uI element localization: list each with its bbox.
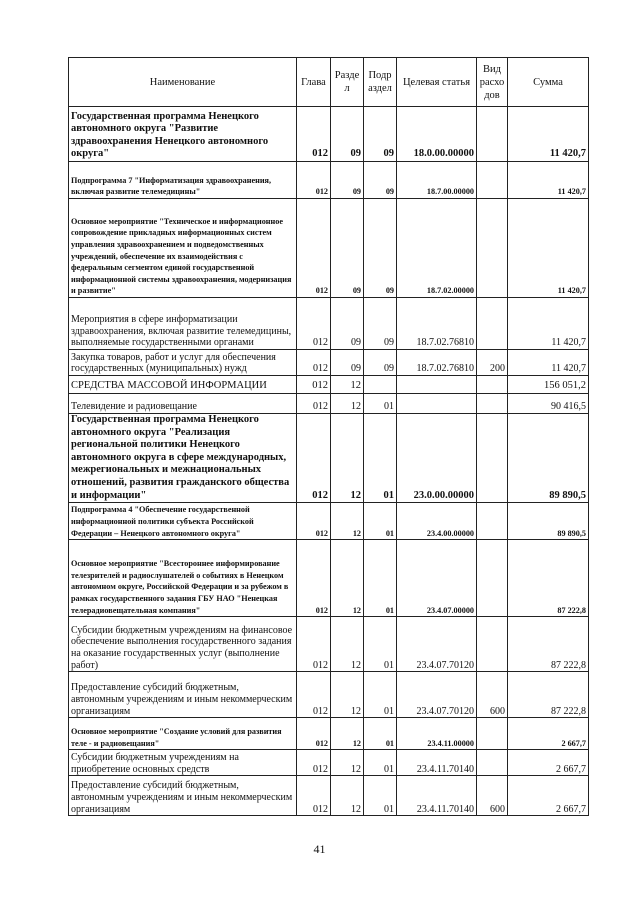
row-subsection: 09 — [364, 199, 397, 298]
header-chapter: Глава — [297, 58, 331, 107]
row-target: 18.7.02.76810 — [397, 350, 477, 376]
row-name: Телевидение и радиовещание — [69, 394, 297, 414]
row-section: 09 — [331, 298, 364, 350]
page-number: 41 — [313, 842, 326, 856]
row-subsection: 09 — [364, 162, 397, 199]
row-section: 09 — [331, 162, 364, 199]
row-type: 600 — [477, 776, 508, 816]
row-section: 09 — [331, 199, 364, 298]
row-sum: 11 420,7 — [508, 162, 589, 199]
row-name: СРЕДСТВА МАССОВОЙ ИНФОРМАЦИИ — [69, 376, 297, 394]
row-name: Основное мероприятие "Техническое и информационное сопровождение прикладных информационных систем управления здравоохранением и подведомственных учреждений, обеспечение их взаимодействия с федеральным сегментом единой государственной информационной системы здравоохранения, модернизация и развитие" — [69, 199, 297, 298]
row-sum: 11 420,7 — [508, 298, 589, 350]
table-row — [69, 394, 589, 414]
row-name: Мероприятия в сфере информатизации здравоохранения, включая развитие телемедицины, выполняемые государственными органами — [69, 298, 297, 350]
row-target: 23.4.07.70120 — [397, 617, 477, 672]
table-row — [69, 540, 589, 617]
table-row — [69, 718, 589, 750]
table-header-row — [69, 58, 589, 107]
row-chapter: 012 — [297, 107, 331, 162]
row-type — [477, 199, 508, 298]
row-type — [477, 503, 508, 540]
row-chapter: 012 — [297, 350, 331, 376]
row-section: 12 — [331, 503, 364, 540]
row-section: 09 — [331, 107, 364, 162]
table-row — [69, 350, 589, 376]
row-type — [477, 394, 508, 414]
row-chapter: 012 — [297, 672, 331, 718]
row-target: 18.7.02.76810 — [397, 298, 477, 350]
row-section: 12 — [331, 376, 364, 394]
row-type — [477, 298, 508, 350]
row-chapter: 012 — [297, 199, 331, 298]
row-target: 23.4.00.00000 — [397, 503, 477, 540]
row-type — [477, 750, 508, 776]
row-name: Предоставление субсидий бюджетным, автономным учреждениям и иным некоммерческим организациям — [69, 672, 297, 718]
row-chapter: 012 — [297, 540, 331, 617]
row-name: Основное мероприятие "Всестороннее информирование телезрителей и радиослушателей о событиях в Ненецком автономном округе, Российской Федерации и за рубежом в рамках государственного задания ГБУ НАО "Ненецкая телерадиовещательная компания" — [69, 540, 297, 617]
row-chapter: 012 — [297, 376, 331, 394]
row-subsection: 01 — [364, 776, 397, 816]
row-target — [397, 394, 477, 414]
row-section: 12 — [331, 718, 364, 750]
row-sum: 87 222,8 — [508, 540, 589, 617]
row-target: 18.7.02.00000 — [397, 199, 477, 298]
table-row — [69, 298, 589, 350]
row-subsection: 01 — [364, 617, 397, 672]
row-target: 18.7.00.00000 — [397, 162, 477, 199]
row-subsection: 01 — [364, 540, 397, 617]
table-row — [69, 414, 589, 503]
row-type — [477, 107, 508, 162]
row-sum: 2 667,7 — [508, 718, 589, 750]
header-subsection: Подр аздел — [364, 58, 397, 107]
row-section: 09 — [331, 350, 364, 376]
row-name: Предоставление субсидий бюджетным, автономным учреждениям и иным некоммерческим организациям — [69, 776, 297, 816]
row-subsection: 01 — [364, 394, 397, 414]
row-name: Субсидии бюджетным учреждениям на финансовое обеспечение выполнения государственного задания на оказание государственных услуг (выполнение работ) — [69, 617, 297, 672]
row-subsection: 01 — [364, 672, 397, 718]
row-name: Государственная программа Ненецкого автономного округа "Развитие здравоохранения Ненецкого автономного округа" — [69, 107, 297, 162]
row-sum: 11 420,7 — [508, 350, 589, 376]
table-row — [69, 672, 589, 718]
row-name: Подпрограмма 4 "Обеспечение государственной информационной политики субъекта Российской Федерации – Ненецкого автономного округа" — [69, 503, 297, 540]
row-section: 12 — [331, 776, 364, 816]
header-section: Разде л — [331, 58, 364, 107]
row-section: 12 — [331, 617, 364, 672]
row-target: 18.0.00.00000 — [397, 107, 477, 162]
row-type — [477, 718, 508, 750]
row-chapter: 012 — [297, 162, 331, 199]
row-name: Государственная программа Ненецкого автономного округа "Реализация региональной политики Ненецкого автономного округа в сфере международных, межрегиональных и межнациональных отношений, развития гражданского общества и информации" — [69, 414, 297, 503]
row-chapter: 012 — [297, 750, 331, 776]
row-sum: 87 222,8 — [508, 672, 589, 718]
row-name: Субсидии бюджетным учреждениям на приобретение основных средств — [69, 750, 297, 776]
row-type — [477, 617, 508, 672]
header-target: Целевая статья — [397, 58, 477, 107]
row-section: 12 — [331, 394, 364, 414]
row-sum: 89 890,5 — [508, 503, 589, 540]
row-section: 12 — [331, 672, 364, 718]
table-row — [69, 107, 589, 162]
row-subsection — [364, 376, 397, 394]
row-target: 23.0.00.00000 — [397, 414, 477, 503]
row-sum: 90 416,5 — [508, 394, 589, 414]
row-type: 600 — [477, 672, 508, 718]
table-row — [69, 617, 589, 672]
row-subsection: 01 — [364, 750, 397, 776]
header-type: Вид расхо дов — [477, 58, 508, 107]
row-target: 23.4.11.70140 — [397, 750, 477, 776]
row-sum: 89 890,5 — [508, 414, 589, 503]
table-row — [69, 162, 589, 199]
row-type — [477, 540, 508, 617]
row-type — [477, 376, 508, 394]
table-row — [69, 503, 589, 540]
header-sum: Сумма — [508, 58, 589, 107]
row-chapter: 012 — [297, 718, 331, 750]
row-target: 23.4.07.00000 — [397, 540, 477, 617]
row-section: 12 — [331, 540, 364, 617]
row-target: 23.4.07.70120 — [397, 672, 477, 718]
row-subsection: 01 — [364, 503, 397, 540]
row-section: 12 — [331, 414, 364, 503]
row-subsection: 01 — [364, 718, 397, 750]
row-chapter: 012 — [297, 617, 331, 672]
row-sum: 11 420,7 — [508, 199, 589, 298]
row-target — [397, 376, 477, 394]
row-chapter: 012 — [297, 414, 331, 503]
row-type: 200 — [477, 350, 508, 376]
row-type — [477, 414, 508, 503]
row-chapter: 012 — [297, 503, 331, 540]
row-target: 23.4.11.00000 — [397, 718, 477, 750]
budget-table — [68, 57, 589, 816]
table-row — [69, 776, 589, 816]
row-subsection: 09 — [364, 350, 397, 376]
row-name: Подпрограмма 7 "Информатизация здравоохранения, включая развитие телемедицины" — [69, 162, 297, 199]
row-target: 23.4.11.70140 — [397, 776, 477, 816]
table-row — [69, 750, 589, 776]
row-name: Закупка товаров, работ и услуг для обеспечения государственных (муниципальных) нужд — [69, 350, 297, 376]
row-type — [477, 162, 508, 199]
row-sum: 156 051,2 — [508, 376, 589, 394]
row-chapter: 012 — [297, 776, 331, 816]
header-name: Наименование — [69, 58, 297, 107]
row-sum: 2 667,7 — [508, 750, 589, 776]
row-chapter: 012 — [297, 298, 331, 350]
row-subsection: 09 — [364, 298, 397, 350]
row-section: 12 — [331, 750, 364, 776]
table-row — [69, 376, 589, 394]
row-sum: 87 222,8 — [508, 617, 589, 672]
row-name: Основное мероприятие "Создание условий для развития теле - и радиовещания" — [69, 718, 297, 750]
row-subsection: 01 — [364, 414, 397, 503]
row-subsection: 09 — [364, 107, 397, 162]
row-sum: 11 420,7 — [508, 107, 589, 162]
row-chapter: 012 — [297, 394, 331, 414]
table-row — [69, 199, 589, 298]
row-sum: 2 667,7 — [508, 776, 589, 816]
